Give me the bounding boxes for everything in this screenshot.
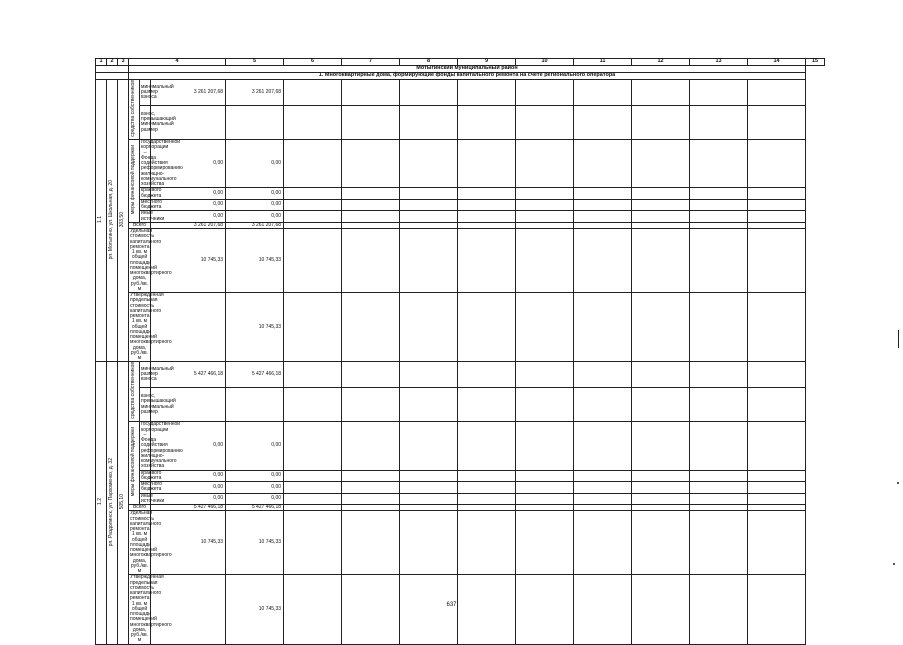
table-row [96, 493, 825, 505]
table-body [96, 59, 825, 645]
table-row [96, 188, 825, 200]
empty-cell [342, 575, 400, 644]
empty-cell [632, 482, 690, 494]
empty-cell [342, 293, 400, 362]
empty-cell [516, 293, 574, 362]
row-label-unit-cost: Удельная стоимость капитального ремонта 1 кв. м общей площади помещений многоквартирного дома, руб./кв. м [130, 228, 172, 292]
empty-cell [748, 199, 806, 211]
house-number: 1.2 [97, 498, 104, 506]
table-row [96, 80, 825, 106]
empty-cell [400, 293, 458, 362]
empty-cell [400, 105, 458, 139]
empty-cell [632, 80, 690, 106]
empty-cell [400, 482, 458, 494]
row-label-local-budget: местного бюджета [141, 481, 163, 493]
empty-cell [516, 229, 574, 293]
row-label-total: Всего [129, 505, 151, 511]
value-cell: 5 427 466,18 [226, 362, 284, 388]
empty-cell [574, 422, 632, 470]
empty-cell [690, 575, 748, 644]
house-number: 1.1 [97, 216, 104, 223]
empty-cell [400, 80, 458, 106]
row-label-limit-cost: Утвержденная предельная стоимость капитального ремонта 1 кв. м общей площади помещений многоквартирного дома, руб./кв. м [130, 574, 172, 644]
empty-cell [690, 188, 748, 200]
page-number: 637 [446, 602, 457, 608]
empty-cell [690, 229, 748, 293]
empty-cell [748, 388, 806, 422]
empty-cell [632, 388, 690, 422]
empty-cell [748, 105, 806, 139]
empty-cell [516, 188, 574, 200]
table-row [96, 482, 825, 494]
empty-cell [748, 188, 806, 200]
value-cell: 10 745,33 [151, 511, 226, 575]
row-label-total: Всего [129, 222, 151, 228]
empty-cell [574, 211, 632, 223]
row-label-local-budget: местного бюджета [141, 198, 163, 210]
empty-cell [342, 211, 400, 223]
row-label-state-corp: государственной корпорации – Фонда содействия реформированию жилищно-коммунального хозяйства [141, 139, 183, 187]
empty-cell [748, 211, 806, 223]
empty-cell [342, 511, 400, 575]
empty-cell [458, 511, 516, 575]
empty-cell [690, 511, 748, 575]
empty-cell [574, 482, 632, 494]
row-label-other-sources: иные источники [141, 210, 165, 222]
empty-cell [458, 388, 516, 422]
value-cell: 10 745,33 [226, 511, 284, 575]
empty-cell [342, 422, 400, 470]
table-row [96, 293, 825, 362]
empty-cell [690, 482, 748, 494]
value-cell: 0,00 [226, 482, 284, 494]
row-label-excess-contribution: взнос, превышающий минимальный размер [140, 105, 151, 139]
value-cell: 0,00 [226, 493, 284, 505]
empty-cell [400, 199, 458, 211]
value-cell: 0,00 [151, 199, 226, 211]
support-measures-label: меры финансовой поддержки [130, 427, 137, 497]
value-cell: 0,00 [226, 211, 284, 223]
empty-cell [284, 422, 342, 470]
value-cell: 10 745,33 [226, 293, 284, 362]
empty-cell [516, 140, 574, 188]
value-cell: 5 427 466,18 [151, 505, 226, 511]
empty-cell [458, 188, 516, 200]
value-cell [226, 388, 284, 422]
row-label-unit-cost: Удельная стоимость капитального ремонта 1 кв. м общей площади помещений многоквартирного дома, руб./кв. м [130, 510, 172, 574]
empty-cell [516, 482, 574, 494]
empty-cell [516, 362, 574, 388]
value-cell: 0,00 [226, 470, 284, 482]
empty-cell [748, 511, 806, 575]
scan-dot [897, 482, 899, 484]
value-cell: 0,00 [151, 140, 226, 188]
value-cell: 10 745,33 [151, 229, 226, 293]
empty-cell [574, 511, 632, 575]
col-header-1: 1 [96, 59, 107, 66]
row-label-min-contribution: минимальный размер взноса [140, 362, 151, 388]
empty-cell [284, 211, 342, 223]
empty-cell [574, 575, 632, 644]
empty-cell [284, 482, 342, 494]
empty-cell [284, 293, 342, 362]
col-header-11: 11 [574, 59, 632, 66]
table-row [96, 388, 825, 422]
empty-cell [342, 140, 400, 188]
value-cell: 0,00 [226, 188, 284, 200]
table-row [96, 199, 825, 211]
empty-cell [748, 493, 806, 505]
empty-cell [516, 422, 574, 470]
empty-cell [284, 470, 342, 482]
empty-cell [284, 493, 342, 505]
empty-cell [748, 293, 806, 362]
col-header-4: 4 [129, 59, 226, 66]
empty-cell [748, 422, 806, 470]
value-cell [151, 293, 226, 362]
empty-cell [574, 493, 632, 505]
value-cell [151, 575, 226, 644]
owners-funds-group [129, 80, 140, 140]
capital-repair-table [95, 58, 825, 645]
empty-cell [516, 575, 574, 644]
table-row [96, 511, 825, 575]
empty-cell [632, 188, 690, 200]
support-measures-group [129, 422, 140, 505]
empty-cell [400, 211, 458, 223]
empty-cell [690, 470, 748, 482]
empty-cell [632, 422, 690, 470]
empty-cell [342, 80, 400, 106]
empty-cell [516, 199, 574, 211]
empty-cell [516, 105, 574, 139]
house-area: 303,50 [119, 211, 126, 228]
value-cell: 3 261 207,68 [226, 222, 284, 228]
empty-cell [574, 188, 632, 200]
empty-cell [632, 229, 690, 293]
table-row [96, 229, 825, 293]
empty-cell [516, 211, 574, 223]
empty-cell [458, 229, 516, 293]
section-title: 1. Многоквартирные дома, формирующие фонды капитального ремонта на счете регионального оператора [129, 73, 806, 80]
empty-cell [516, 493, 574, 505]
district-title: Мотыгинский муниципальный район [129, 66, 806, 73]
empty-cell [690, 140, 748, 188]
empty-cell [574, 229, 632, 293]
table-row [96, 575, 825, 644]
empty-cell [284, 80, 342, 106]
empty-cell [284, 575, 342, 644]
empty-cell [690, 105, 748, 139]
empty-cell [458, 493, 516, 505]
empty-cell [400, 422, 458, 470]
empty-cell [458, 422, 516, 470]
col-header-5: 5 [226, 59, 284, 66]
row-label-regional-budget: краевого бюджета [141, 469, 162, 481]
col-header-3: 3 [118, 59, 129, 66]
empty-cell [342, 105, 400, 139]
row-label-min-contribution: минимальный размер взноса [140, 80, 151, 106]
empty-cell [458, 105, 516, 139]
empty-cell [632, 493, 690, 505]
empty-cell [400, 140, 458, 188]
value-cell: 0,00 [226, 199, 284, 211]
empty-cell [748, 80, 806, 106]
empty-cell [574, 80, 632, 106]
value-cell: 0,00 [226, 422, 284, 470]
value-cell [226, 105, 284, 139]
table-row [96, 140, 825, 188]
row-label-other-sources: иные источники [141, 492, 165, 504]
empty-cell [690, 362, 748, 388]
value-cell: 0,00 [151, 470, 226, 482]
table-row [96, 362, 825, 388]
col-header-12: 12 [632, 59, 690, 66]
section-title-row [96, 73, 825, 80]
empty-cell [400, 388, 458, 422]
table-row [96, 105, 825, 139]
empty-cell [400, 470, 458, 482]
empty-cell [342, 470, 400, 482]
empty-cell [632, 511, 690, 575]
empty-cell [284, 140, 342, 188]
empty-cell [748, 482, 806, 494]
col-header-2: 2 [107, 59, 118, 66]
col-header-6: 6 [284, 59, 342, 66]
value-cell: 3 261 207,68 [226, 80, 284, 106]
empty-cell [284, 188, 342, 200]
owners-funds-label: средства собственников [130, 80, 137, 137]
col-header-15: 15 [806, 59, 825, 66]
empty-cell [574, 140, 632, 188]
table-row [96, 470, 825, 482]
empty-cell [632, 211, 690, 223]
empty-cell [458, 362, 516, 388]
row-label-state-corp: государственной корпорации – Фонда содействия реформированию жилищно-коммунального хозяйства [141, 421, 183, 470]
empty-cell [574, 293, 632, 362]
value-cell: 10 745,33 [226, 575, 284, 644]
support-measures-group [129, 140, 140, 223]
owners-funds-label: средства собственников [130, 362, 137, 419]
empty-cell [458, 211, 516, 223]
col-header-9: 9 [458, 59, 516, 66]
empty-cell [690, 422, 748, 470]
value-cell: 3 261 207,68 [151, 80, 226, 106]
empty-cell [400, 362, 458, 388]
row-label-excess-contribution: взнос, превышающий минимальный размер [140, 388, 151, 422]
empty-cell [690, 293, 748, 362]
empty-cell [458, 140, 516, 188]
empty-cell [458, 293, 516, 362]
empty-cell [574, 470, 632, 482]
row-label-limit-cost: Утвержденная предельная стоимость капитального ремонта 1 кв. м общей площади помещений многоквартирного дома, руб./кв. м [130, 292, 172, 361]
col-header-7: 7 [342, 59, 400, 66]
empty-cell [458, 575, 516, 644]
empty-cell [632, 293, 690, 362]
empty-cell [284, 105, 342, 139]
empty-cell [574, 105, 632, 139]
empty-cell [748, 575, 806, 644]
empty-cell [574, 199, 632, 211]
empty-cell [690, 80, 748, 106]
empty-cell [342, 362, 400, 388]
empty-cell [400, 511, 458, 575]
empty-cell [458, 482, 516, 494]
empty-cell [284, 199, 342, 211]
table-row [96, 422, 825, 470]
empty-cell [516, 80, 574, 106]
table-row [96, 211, 825, 223]
house-address: рп. Раздолинск, ул. Пархоменко, д. 32 [108, 457, 115, 546]
empty-cell [516, 470, 574, 482]
empty-cell [284, 229, 342, 293]
value-cell: 0,00 [151, 493, 226, 505]
empty-cell [400, 575, 458, 644]
value-cell: 0,00 [151, 482, 226, 494]
empty-cell [400, 188, 458, 200]
empty-cell [690, 199, 748, 211]
house-address: рп. Мотыгино, ул. Школьная, д. 20 [108, 179, 115, 260]
support-measures-label: меры финансовой поддержки [130, 145, 137, 215]
empty-cell [342, 493, 400, 505]
empty-cell [748, 470, 806, 482]
empty-cell [458, 80, 516, 106]
empty-cell [284, 511, 342, 575]
empty-cell [574, 362, 632, 388]
value-cell: 5 427 466,18 [226, 505, 284, 511]
empty-cell [748, 140, 806, 188]
empty-cell [284, 388, 342, 422]
house-number-cell [96, 80, 107, 362]
empty-cell [690, 388, 748, 422]
value-cell: 5 427 466,18 [151, 362, 226, 388]
house-area: 505,10 [119, 494, 126, 510]
value-cell: 0,00 [226, 140, 284, 188]
empty-cell [342, 482, 400, 494]
value-cell: 3 261 207,68 [151, 222, 226, 228]
empty-cell [400, 493, 458, 505]
col-header-10: 10 [516, 59, 574, 66]
empty-cell [632, 105, 690, 139]
empty-cell [284, 362, 342, 388]
col-header-13: 13 [690, 59, 748, 66]
owners-funds-group [129, 362, 140, 422]
empty-cell [748, 362, 806, 388]
row-label-regional-budget: краевого бюджета [141, 187, 162, 199]
col-header-8: 8 [400, 59, 458, 66]
col-header-14: 14 [748, 59, 806, 66]
empty-cell [458, 470, 516, 482]
empty-cell [690, 211, 748, 223]
empty-cell [632, 575, 690, 644]
value-cell: 0,00 [151, 211, 226, 223]
empty-cell [458, 199, 516, 211]
empty-cell [516, 511, 574, 575]
empty-cell [690, 493, 748, 505]
value-cell: 0,00 [151, 422, 226, 470]
empty-cell [342, 229, 400, 293]
empty-cell [342, 188, 400, 200]
empty-cell [632, 362, 690, 388]
empty-cell [342, 388, 400, 422]
empty-cell [516, 388, 574, 422]
house-area-cell [118, 80, 129, 362]
house-address-cell [107, 80, 118, 362]
scan-edge-mark [898, 330, 899, 348]
empty-cell [574, 388, 632, 422]
empty-cell [400, 229, 458, 293]
empty-cell [748, 229, 806, 293]
empty-cell [342, 199, 400, 211]
value-cell: 10 745,33 [226, 229, 284, 293]
scan-dot [893, 563, 895, 565]
empty-cell [632, 199, 690, 211]
empty-cell [632, 140, 690, 188]
empty-cell [632, 470, 690, 482]
value-cell: 0,00 [151, 188, 226, 200]
